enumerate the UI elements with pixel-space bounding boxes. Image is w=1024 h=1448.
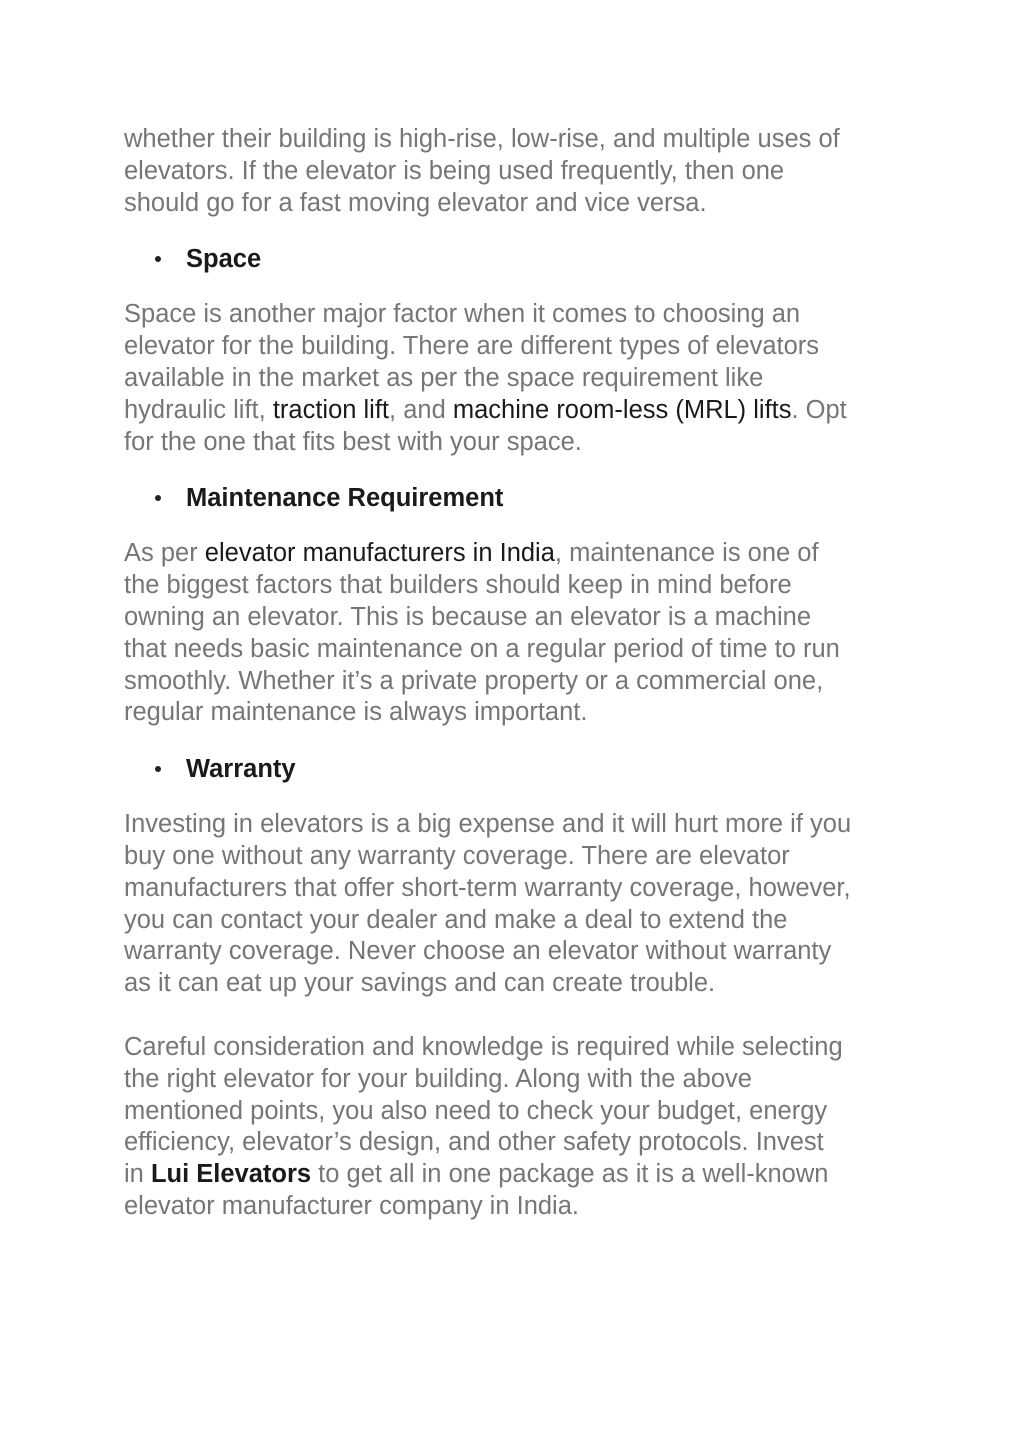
conclusion-line-2: the right elevator for your building. Along with the above <box>124 1064 752 1093</box>
conclusion-line-1: Careful consideration and knowledge is required while selecting <box>124 1032 843 1061</box>
space-line-5: for the one that fits best with your space. <box>124 427 582 456</box>
conclusion-line-6: elevator manufacturer company in India. <box>124 1191 579 1220</box>
document-page <box>124 124 914 1223</box>
warranty-line-2: buy one without any warranty coverage. There are elevator <box>124 841 790 870</box>
space-line-2: elevator for the building. There are different types of elevators <box>124 332 820 361</box>
lui-elevators-link[interactable]: Lui Elevators <box>150 1160 312 1189</box>
maintenance-line-3: owning an elevator. This is because an elevator is a machine <box>124 602 812 631</box>
space-line-4 <box>124 395 914 427</box>
conclusion-line-5-text-a: in <box>124 1160 151 1189</box>
conclusion-line-5-text-b: to get all in one package as it is a well-known <box>311 1160 829 1189</box>
bullet-dot-icon <box>155 495 161 501</box>
space-line-4-text-c: . Opt <box>791 395 847 424</box>
heading-maintenance: Maintenance Requirement <box>186 484 504 513</box>
bullet-maintenance <box>124 482 914 514</box>
intro-line-3: should go for a fast moving elevator and vice versa. <box>124 188 707 217</box>
bullet-dot-icon <box>155 766 161 772</box>
heading-space: Space <box>186 245 262 274</box>
conclusion-paragraph <box>124 1032 914 1223</box>
bullet-warranty <box>124 753 914 785</box>
maintenance-line-1 <box>124 538 914 570</box>
conclusion-line-5 <box>124 1159 914 1191</box>
space-line-4-text-b: , and <box>389 395 453 424</box>
space-line-3: available in the market as per the space requirement like <box>124 363 764 392</box>
intro-line-2: elevators. If the elevator is being used frequently, then one <box>124 156 785 185</box>
heading-warranty: Warranty <box>186 755 296 784</box>
warranty-line-3: manufacturers that offer short-term warranty coverage, however, <box>124 873 851 902</box>
intro-line-1: whether their building is high-rise, low-rise, and multiple uses of <box>124 125 840 153</box>
maintenance-line-6: regular maintenance is always important. <box>124 698 588 727</box>
space-line-4-text-a: hydraulic lift, <box>124 395 273 424</box>
maintenance-paragraph <box>124 538 914 729</box>
bullet-space <box>124 243 914 275</box>
warranty-line-4: you can contact your dealer and make a deal to extend the <box>124 905 788 934</box>
warranty-line-5: warranty coverage. Never choose an elevator without warranty <box>124 937 832 966</box>
mrl-lifts-link[interactable]: machine room-less (MRL) lifts <box>452 395 792 424</box>
conclusion-line-4: efficiency, elevator’s design, and other safety protocols. Invest <box>124 1128 824 1157</box>
bullet-dot-icon <box>155 256 161 262</box>
maintenance-line-2: the biggest factors that builders should keep in mind before <box>124 571 792 600</box>
traction-lift-link[interactable]: traction lift <box>272 395 390 424</box>
maintenance-line-4: that needs basic maintenance on a regular period of time to run <box>124 634 840 663</box>
warranty-line-6: as it can eat up your savings and can create trouble. <box>124 969 716 998</box>
maintenance-line-1-text-a: As per <box>124 539 205 568</box>
warranty-line-1: Investing in elevators is a big expense and it will hurt more if you <box>124 810 852 839</box>
maintenance-line-1-text-b: , maintenance is one of <box>554 539 819 568</box>
intro-paragraph <box>124 124 914 219</box>
space-paragraph <box>124 299 914 458</box>
warranty-paragraph <box>124 809 914 1000</box>
space-line-1: Space is another major factor when it comes to choosing an <box>124 300 801 329</box>
elevator-manufacturers-link[interactable]: elevator manufacturers in India <box>204 539 555 568</box>
conclusion-line-3: mentioned points, you also need to check your budget, energy <box>124 1096 828 1125</box>
maintenance-line-5: smoothly. Whether it’s a private property or a commercial one, <box>124 666 824 695</box>
